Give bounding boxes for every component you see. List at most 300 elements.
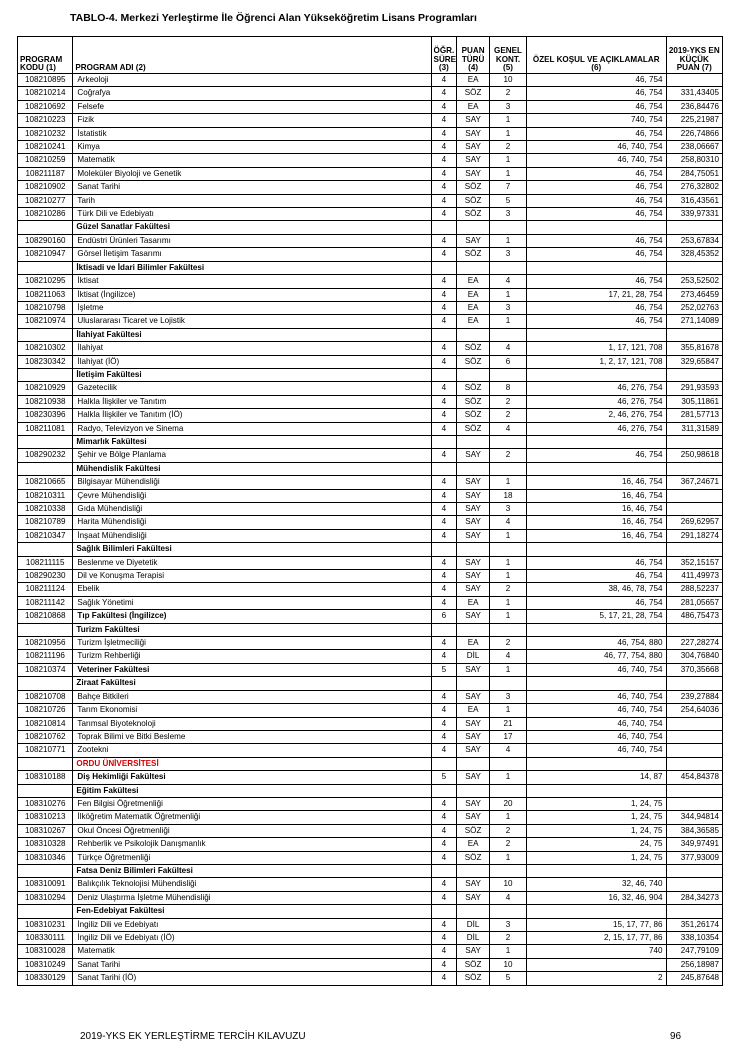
- program-name: Türkçe Öğretmenliği: [73, 851, 431, 864]
- table-body: [18, 74, 723, 986]
- duration: 4: [431, 489, 457, 502]
- min-score: [666, 503, 722, 516]
- min-score: 254,64036: [666, 704, 722, 717]
- min-score: 355,81678: [666, 342, 722, 355]
- header-program-code: PROGRAM KODU (1): [18, 37, 73, 74]
- score-type: SÖZ: [457, 208, 490, 221]
- min-score: 384,36585: [666, 824, 722, 837]
- score-type: SAY: [457, 690, 490, 703]
- quota: 2: [490, 141, 527, 154]
- faculty-row: [18, 328, 723, 341]
- quota: 20: [490, 797, 527, 810]
- conditions: 14, 87: [526, 771, 666, 784]
- quota: 10: [490, 878, 527, 891]
- table-row: [18, 288, 723, 301]
- min-score: 329,65847: [666, 355, 722, 368]
- score-type: SÖZ: [457, 382, 490, 395]
- duration: 4: [431, 449, 457, 462]
- table-row: [18, 100, 723, 113]
- empty-cell: [431, 328, 457, 341]
- duration: 4: [431, 275, 457, 288]
- program-name: Gıda Mühendisliği: [73, 503, 431, 516]
- score-type: SÖZ: [457, 851, 490, 864]
- table-row: [18, 730, 723, 743]
- duration: 4: [431, 74, 457, 87]
- duration: 4: [431, 637, 457, 650]
- university-row: [18, 757, 723, 770]
- score-type: EA: [457, 100, 490, 113]
- duration: 4: [431, 301, 457, 314]
- duration: 4: [431, 878, 457, 891]
- faculty-name: Fatsa Deniz Bilimleri Fakültesi: [73, 864, 431, 877]
- table-row: [18, 127, 723, 140]
- table-row: [18, 811, 723, 824]
- conditions: 46, 276, 754: [526, 382, 666, 395]
- min-score: 344,94814: [666, 811, 722, 824]
- empty-cell: [457, 905, 490, 918]
- program-code: 108211142: [18, 596, 73, 609]
- duration: 4: [431, 958, 457, 971]
- conditions: 46, 754, 880: [526, 637, 666, 650]
- program-code: 108310188: [18, 771, 73, 784]
- score-type: DİL: [457, 918, 490, 931]
- program-name: Veteriner Fakültesi: [73, 663, 431, 676]
- program-code: 108210374: [18, 663, 73, 676]
- programs-table: [17, 36, 723, 986]
- empty-cell: [18, 261, 73, 274]
- quota: 4: [490, 650, 527, 663]
- program-code: 108210762: [18, 730, 73, 743]
- table-row: [18, 194, 723, 207]
- duration: 4: [431, 583, 457, 596]
- faculty-row: [18, 543, 723, 556]
- header-quota: GENEL KONT. (5): [490, 37, 527, 74]
- table-row: [18, 932, 723, 945]
- empty-cell: [18, 784, 73, 797]
- empty-cell: [526, 623, 666, 636]
- quota: 2: [490, 87, 527, 100]
- empty-cell: [666, 543, 722, 556]
- score-type: SAY: [457, 167, 490, 180]
- program-name: Rehberlik ve Psikolojik Danışmanlık: [73, 838, 431, 851]
- program-code: 108210726: [18, 704, 73, 717]
- empty-cell: [666, 864, 722, 877]
- program-name: Matematik: [73, 945, 431, 958]
- program-name: Sanat Tarihi: [73, 958, 431, 971]
- table-row: [18, 342, 723, 355]
- program-name: Beslenme ve Diyetetik: [73, 556, 431, 569]
- table-row: [18, 234, 723, 247]
- table-row: [18, 409, 723, 422]
- min-score: 256,18987: [666, 958, 722, 971]
- empty-cell: [666, 221, 722, 234]
- conditions: 46, 754: [526, 315, 666, 328]
- faculty-name: Fen-Edebiyat Fakültesi: [73, 905, 431, 918]
- duration: 4: [431, 730, 457, 743]
- min-score: 291,18274: [666, 529, 722, 542]
- program-code: 108211115: [18, 556, 73, 569]
- program-code: 108330111: [18, 932, 73, 945]
- conditions: 17, 21, 28, 754: [526, 288, 666, 301]
- duration: 4: [431, 503, 457, 516]
- conditions: 46, 740, 754: [526, 690, 666, 703]
- program-code: 108210895: [18, 74, 73, 87]
- duration: 4: [431, 851, 457, 864]
- conditions: 46, 754: [526, 301, 666, 314]
- empty-cell: [666, 784, 722, 797]
- table-row: [18, 503, 723, 516]
- score-type: SAY: [457, 891, 490, 904]
- score-type: SAY: [457, 771, 490, 784]
- empty-cell: [526, 677, 666, 690]
- faculty-name: İktisadi ve İdari Bilimler Fakültesi: [73, 261, 431, 274]
- table-row: [18, 637, 723, 650]
- program-name: Kimya: [73, 141, 431, 154]
- score-type: EA: [457, 704, 490, 717]
- table-row: [18, 958, 723, 971]
- score-type: DİL: [457, 932, 490, 945]
- quota: 2: [490, 409, 527, 422]
- score-type: SAY: [457, 114, 490, 127]
- table-row: [18, 248, 723, 261]
- program-name: Tarım Ekonomisi: [73, 704, 431, 717]
- min-score: 252,02763: [666, 301, 722, 314]
- program-name: Görsel İletişim Tasarımı: [73, 248, 431, 261]
- program-code: 108310276: [18, 797, 73, 810]
- min-score: 269,62957: [666, 516, 722, 529]
- score-type: SAY: [457, 449, 490, 462]
- program-code: 108210241: [18, 141, 73, 154]
- empty-cell: [457, 864, 490, 877]
- conditions: 46, 754: [526, 181, 666, 194]
- duration: 4: [431, 167, 457, 180]
- table-row: [18, 516, 723, 529]
- min-score: 239,27884: [666, 690, 722, 703]
- score-type: SAY: [457, 797, 490, 810]
- quota: 4: [490, 422, 527, 435]
- empty-cell: [666, 261, 722, 274]
- empty-cell: [490, 623, 527, 636]
- score-type: EA: [457, 288, 490, 301]
- min-score: 253,52502: [666, 275, 722, 288]
- conditions: 46, 754: [526, 208, 666, 221]
- empty-cell: [457, 261, 490, 274]
- duration: 4: [431, 690, 457, 703]
- faculty-name: İletişim Fakültesi: [73, 368, 431, 381]
- duration: 4: [431, 570, 457, 583]
- program-name: Coğrafya: [73, 87, 431, 100]
- program-code: 108210311: [18, 489, 73, 502]
- table-row: [18, 167, 723, 180]
- duration: 4: [431, 529, 457, 542]
- empty-cell: [526, 543, 666, 556]
- table-row: [18, 704, 723, 717]
- program-name: Turizm Rehberliği: [73, 650, 431, 663]
- conditions: 15, 17, 77, 86: [526, 918, 666, 931]
- quota: 6: [490, 355, 527, 368]
- empty-cell: [18, 328, 73, 341]
- program-code: 108210295: [18, 275, 73, 288]
- score-type: SAY: [457, 556, 490, 569]
- conditions: 46, 740, 754: [526, 663, 666, 676]
- program-name: Türk Dili ve Edebiyatı: [73, 208, 431, 221]
- duration: 4: [431, 395, 457, 408]
- conditions: 16, 32, 46, 904: [526, 891, 666, 904]
- score-type: SAY: [457, 234, 490, 247]
- score-type: SAY: [457, 489, 490, 502]
- empty-cell: [490, 435, 527, 448]
- program-code: 108210947: [18, 248, 73, 261]
- program-name: İnşaat Mühendisliği: [73, 529, 431, 542]
- conditions: 46, 754: [526, 275, 666, 288]
- table-row: [18, 301, 723, 314]
- empty-cell: [431, 864, 457, 877]
- program-name: İngiliz Dili ve Edebiyatı (İÖ): [73, 932, 431, 945]
- duration: 4: [431, 972, 457, 985]
- quota: 10: [490, 74, 527, 87]
- table-row: [18, 87, 723, 100]
- empty-cell: [431, 462, 457, 475]
- empty-cell: [526, 221, 666, 234]
- empty-cell: [666, 435, 722, 448]
- min-score: 305,11861: [666, 395, 722, 408]
- duration: 4: [431, 476, 457, 489]
- min-score: 316,43561: [666, 194, 722, 207]
- score-type: SAY: [457, 945, 490, 958]
- program-code: 108310028: [18, 945, 73, 958]
- score-type: SÖZ: [457, 87, 490, 100]
- min-score: 281,05657: [666, 596, 722, 609]
- duration: 4: [431, 234, 457, 247]
- table-row: [18, 891, 723, 904]
- quota: 2: [490, 449, 527, 462]
- min-score: 328,45352: [666, 248, 722, 261]
- min-score: 291,93593: [666, 382, 722, 395]
- empty-cell: [490, 368, 527, 381]
- quota: 10: [490, 958, 527, 971]
- empty-cell: [490, 784, 527, 797]
- program-code: 108310231: [18, 918, 73, 931]
- score-type: EA: [457, 275, 490, 288]
- score-type: SÖZ: [457, 958, 490, 971]
- faculty-row: [18, 905, 723, 918]
- duration: 4: [431, 154, 457, 167]
- empty-cell: [431, 543, 457, 556]
- quota: 1: [490, 596, 527, 609]
- min-score: 245,87648: [666, 972, 722, 985]
- duration: 4: [431, 797, 457, 810]
- conditions: 1, 24, 75: [526, 811, 666, 824]
- program-name: İktisat: [73, 275, 431, 288]
- min-score: 486,75473: [666, 610, 722, 623]
- empty-cell: [18, 221, 73, 234]
- conditions: 1, 24, 75: [526, 851, 666, 864]
- empty-cell: [490, 677, 527, 690]
- header-min-score: 2019-YKS EN KÜÇÜK PUAN (7): [666, 37, 722, 74]
- conditions: [526, 958, 666, 971]
- program-name: Arkeoloji: [73, 74, 431, 87]
- quota: 1: [490, 610, 527, 623]
- conditions: 16, 46, 754: [526, 529, 666, 542]
- faculty-row: [18, 462, 723, 475]
- table-row: [18, 878, 723, 891]
- conditions: 2, 15, 17, 77, 86: [526, 932, 666, 945]
- empty-cell: [526, 261, 666, 274]
- header-duration: ÖĞR. SÜRE (3): [431, 37, 457, 74]
- conditions: 46, 754: [526, 87, 666, 100]
- duration: 4: [431, 248, 457, 261]
- score-type: SAY: [457, 610, 490, 623]
- page-title: TABLO-4. Merkezi Yerleştirme İle Öğrenci Alan Yükseköğretim Lisans Programları: [70, 12, 477, 24]
- program-name: İstatistik: [73, 127, 431, 140]
- faculty-name: Ziraat Fakültesi: [73, 677, 431, 690]
- program-name: Matematik: [73, 154, 431, 167]
- empty-cell: [526, 328, 666, 341]
- conditions: 46, 754: [526, 234, 666, 247]
- conditions: 16, 46, 754: [526, 503, 666, 516]
- empty-cell: [431, 435, 457, 448]
- program-name: Deniz Ulaştırma İşletme Mühendisliği: [73, 891, 431, 904]
- quota: 18: [490, 489, 527, 502]
- program-name: Diş Hekimliği Fakültesi: [73, 771, 431, 784]
- score-type: SÖZ: [457, 422, 490, 435]
- empty-cell: [18, 864, 73, 877]
- conditions: 46, 740, 754: [526, 154, 666, 167]
- table-row: [18, 690, 723, 703]
- faculty-name: Mühendislik Fakültesi: [73, 462, 431, 475]
- empty-cell: [666, 623, 722, 636]
- conditions: 46, 77, 754, 880: [526, 650, 666, 663]
- duration: 4: [431, 87, 457, 100]
- duration: 4: [431, 932, 457, 945]
- score-type: SAY: [457, 154, 490, 167]
- quota: 4: [490, 342, 527, 355]
- program-code: 108210902: [18, 181, 73, 194]
- score-type: SÖZ: [457, 194, 490, 207]
- duration: 4: [431, 141, 457, 154]
- program-code: 108310346: [18, 851, 73, 864]
- conditions: 46, 276, 754: [526, 422, 666, 435]
- quota: 3: [490, 503, 527, 516]
- conditions: 46, 740, 754: [526, 704, 666, 717]
- min-score: 377,93009: [666, 851, 722, 864]
- score-type: EA: [457, 838, 490, 851]
- quota: 1: [490, 663, 527, 676]
- conditions: 2: [526, 972, 666, 985]
- duration: 4: [431, 422, 457, 435]
- program-name: Toprak Bilimi ve Bitki Besleme: [73, 730, 431, 743]
- score-type: SAY: [457, 811, 490, 824]
- quota: 1: [490, 476, 527, 489]
- page-number: 96: [670, 1031, 682, 1042]
- quota: 4: [490, 744, 527, 757]
- faculty-name: Mimarlık Fakültesi: [73, 435, 431, 448]
- score-type: SAY: [457, 516, 490, 529]
- faculty-row: [18, 623, 723, 636]
- min-score: 304,76840: [666, 650, 722, 663]
- quota: 2: [490, 583, 527, 596]
- program-name: Balıkçılık Teknolojisi Mühendisliği: [73, 878, 431, 891]
- program-name: İngiliz Dili ve Edebiyatı: [73, 918, 431, 931]
- empty-cell: [431, 261, 457, 274]
- table-row: [18, 141, 723, 154]
- quota: 8: [490, 382, 527, 395]
- conditions: 32, 46, 740: [526, 878, 666, 891]
- program-code: 108330129: [18, 972, 73, 985]
- program-code: 108230342: [18, 355, 73, 368]
- empty-cell: [666, 368, 722, 381]
- quota: 1: [490, 556, 527, 569]
- duration: 4: [431, 288, 457, 301]
- table-row: [18, 382, 723, 395]
- program-code: 108210798: [18, 301, 73, 314]
- quota: 2: [490, 824, 527, 837]
- program-name: İktisat (İngilizce): [73, 288, 431, 301]
- quota: 3: [490, 208, 527, 221]
- empty-cell: [18, 543, 73, 556]
- program-code: 108210708: [18, 690, 73, 703]
- table-row: [18, 476, 723, 489]
- score-type: SÖZ: [457, 972, 490, 985]
- table-row: [18, 181, 723, 194]
- program-code: 108290232: [18, 449, 73, 462]
- quota: 3: [490, 100, 527, 113]
- empty-cell: [490, 261, 527, 274]
- conditions: 46, 754: [526, 449, 666, 462]
- conditions: 46, 754: [526, 248, 666, 261]
- program-name: Tarımsal Biyoteknoloji: [73, 717, 431, 730]
- program-code: 108210929: [18, 382, 73, 395]
- program-name: Fen Bilgisi Öğretmenliği: [73, 797, 431, 810]
- quota: 1: [490, 114, 527, 127]
- score-type: SAY: [457, 744, 490, 757]
- program-code: 108210223: [18, 114, 73, 127]
- duration: 4: [431, 100, 457, 113]
- table-row: [18, 275, 723, 288]
- program-name: Halkla İlişkiler ve Tanıtım: [73, 395, 431, 408]
- duration: 4: [431, 127, 457, 140]
- program-code: 108310213: [18, 811, 73, 824]
- table-row: [18, 570, 723, 583]
- quota: 1: [490, 570, 527, 583]
- quota: 1: [490, 851, 527, 864]
- min-score: 284,75051: [666, 167, 722, 180]
- empty-cell: [490, 462, 527, 475]
- conditions: 46, 740, 754: [526, 730, 666, 743]
- empty-cell: [666, 757, 722, 770]
- min-score: 288,52237: [666, 583, 722, 596]
- quota: 3: [490, 918, 527, 931]
- program-name: Çevre Mühendisliği: [73, 489, 431, 502]
- conditions: 16, 46, 754: [526, 476, 666, 489]
- min-score: 250,98618: [666, 449, 722, 462]
- score-type: EA: [457, 637, 490, 650]
- faculty-name: İlahiyat Fakültesi: [73, 328, 431, 341]
- empty-cell: [431, 221, 457, 234]
- quota: 1: [490, 811, 527, 824]
- table-row: [18, 717, 723, 730]
- program-name: Tarih: [73, 194, 431, 207]
- conditions: 2, 46, 276, 754: [526, 409, 666, 422]
- table-row: [18, 771, 723, 784]
- faculty-name: Güzel Sanatlar Fakültesi: [73, 221, 431, 234]
- min-score: [666, 730, 722, 743]
- empty-cell: [457, 328, 490, 341]
- program-name: Turizm İşletmeciliği: [73, 637, 431, 650]
- quota: 1: [490, 315, 527, 328]
- min-score: 454,84378: [666, 771, 722, 784]
- program-code: 108310091: [18, 878, 73, 891]
